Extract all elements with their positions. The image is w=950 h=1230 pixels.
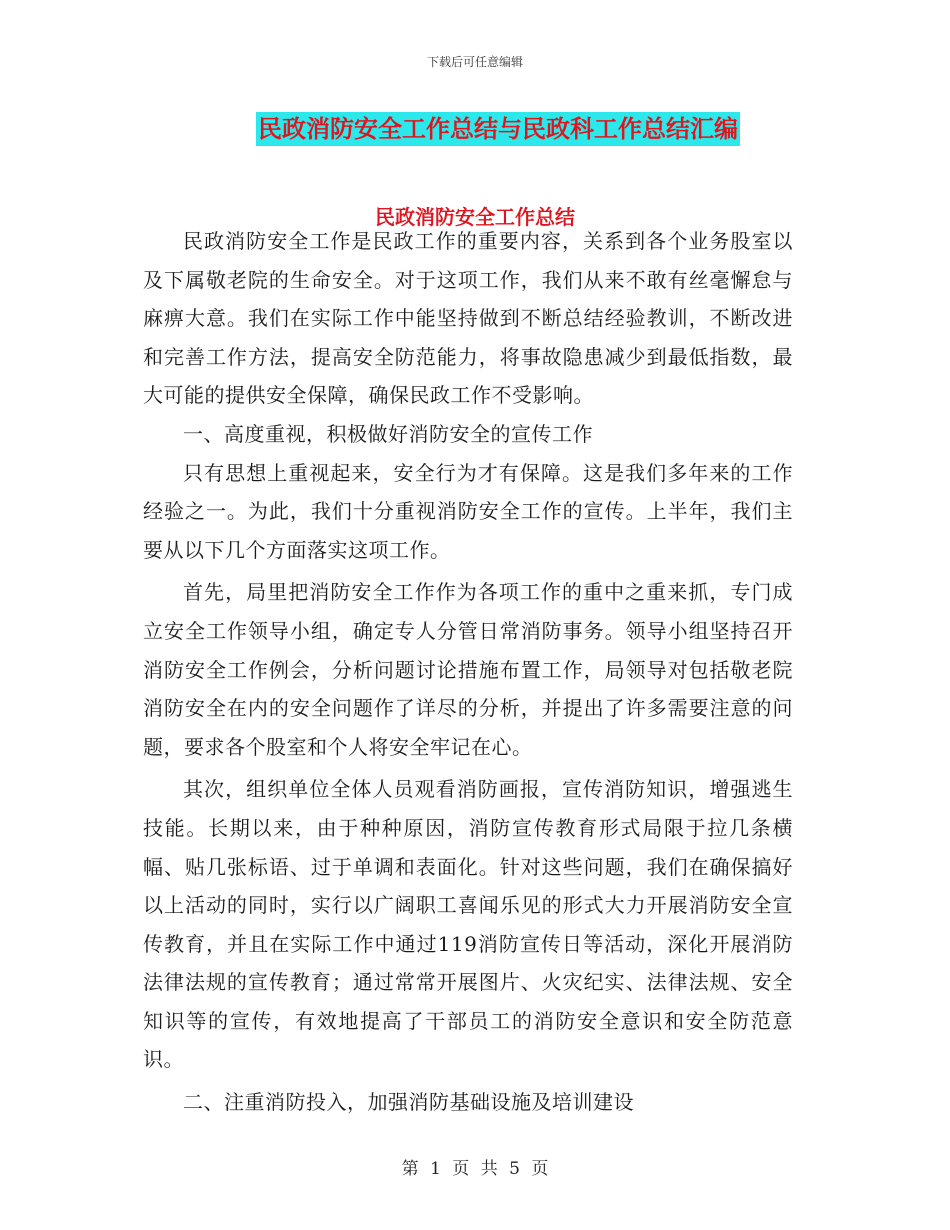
- page-footer: 第 1 页 共 5 页: [401, 1159, 549, 1179]
- section-title: 民政消防安全工作总结: [375, 205, 575, 229]
- paragraph-first: 首先，局里把消防安全工作作为各项工作的重中之重来抓，专门成立安全工作领导小组，确定专人分管日常消防事务。领导小组坚持召开消防安全工作例会，分析问题讨论措施布置工作，局领导对包括敬老院消防安全在内的安全问题作了详尽的分析，并提出了许多需要注意的问题，要求各个股室和个人将安全牢记在心。: [143, 580, 793, 759]
- main-title-container: [0, 112, 950, 146]
- section-heading-2: 二、注重消防投入，加强消防基础设施及培训建设: [183, 1090, 634, 1115]
- section-heading-1: 一、高度重视，积极做好消防安全的宣传工作: [183, 421, 593, 446]
- paragraph-awareness: 只有思想上重视起来，安全行为才有保障。这是我们多年来的工作经验之一。为此，我们十分重视消防安全工作的宣传。上半年，我们主要从以下几个方面落实这项工作。: [143, 460, 793, 562]
- header-note: 下载后可任意编辑: [426, 55, 523, 69]
- paragraph-intro: 民政消防安全工作是民政工作的重要内容，关系到各个业务股室以及下属敬老院的生命安全。对于这项工作，我们从来不敢有丝毫懈怠与麻痹大意。我们在实际工作中能坚持做到不断总结经验教训，不断改进和完善工作方法，提高安全防范能力，将事故隐患减少到最低指数，最大可能的提供安全保障，确保民政工作不受影响。: [143, 229, 793, 408]
- document-body: [143, 222, 793, 1122]
- paragraph-second: 其次，组织单位全体人员观看消防画报，宣传消防知识，增强逃生技能。长期以来，由于种种原因，消防宣传教育形式局限于拉几条横幅、贴几张标语、过于单调和表面化。针对这些问题，我们在确保搞好以上活动的同时，实行以广阔职工喜闻乐见的形式大力开展消防安全宣传教育，并且在实际工作中通过119消防宣传日等活动，深化开展消防法律法规的宣传教育；通过常常开展图片、火灾纪实、法律法规、安全知识等的宣传，有效地提高了干部员工的消防安全意识和安全防范意识。: [143, 777, 793, 1072]
- main-title: 民政消防安全工作总结与民政科工作总结汇编: [256, 112, 740, 146]
